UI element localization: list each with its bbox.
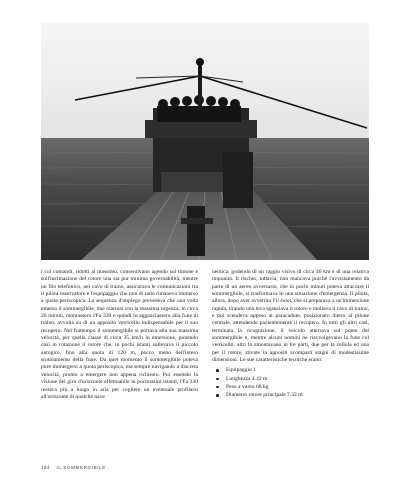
page-number: 184 bbox=[41, 465, 50, 471]
body-paragraph-left: i cui comandi, ridotti al massimo, consentivano agendo sul timone e sull'inclinazione del rotore una sia pur minima governabilità, mentre un filo telefonico, nel cavo di traino, assicurava le comunicazioni tra il pilota osservatore e l'equipaggio che non di rado rimaneva immerso a quota periscopica. La sequenza d'impiego prevedeva che una volta emerso il sommergibile, due marinai con la massima urgenza, in circa 20 minuti, montassero l'Fa 330 e quindi lo agganciassero alla fune di traino, avvolta su di un apposito verricello indispensabile per il suo recupero. Nel frattempo il sommergibile si portava alla sua massima velocità, per quella classe di circa 35 km/h in emersione, ponendo così in rotazione il rotore che, in pochi istanti sollevava il piccolo autogiro, fino alla quota di 120 m, pocco meno dell'intero srotolamento della fune. Da quel momento il sommergibile poteva pure immergersi a quota periscopica, ma sempre navigando a discreta velocità, pronto a emergere non appena richiesto. Pur essendo la visione del giro d'orizzonte effettuabile in pochissimi istanti, l'Fa 330 restava più a lungo in aria per cogliere un eventuale profilarsi all'orizzonte di qualche nave bbox=[41, 269, 198, 400]
spec-item: Equipaggio 1 bbox=[212, 366, 369, 374]
spec-item: Diametro rotore principale 7.32 m bbox=[212, 391, 369, 399]
page-footer bbox=[41, 464, 106, 472]
section-label: IL SOMMERGIBILE bbox=[56, 465, 106, 470]
text-column-right bbox=[212, 269, 369, 399]
text-column-left bbox=[41, 269, 198, 401]
article-body bbox=[41, 269, 369, 459]
submarine-photo bbox=[41, 22, 369, 260]
submarine-autogyro-image bbox=[41, 22, 369, 260]
spec-item: Lunghezza 4.42 m bbox=[212, 375, 369, 383]
spec-list bbox=[212, 366, 369, 399]
spec-item: Peso a vuoto 68 kg bbox=[212, 383, 369, 391]
body-paragraph-right: nemica, godendo di un raggio visivo di circa 46 km e di una relativa impunità. Il rischio, tuttavia, non mancava poiché l'avvistamento da parte di un aereo avversario, che in pochi minuti poteva attaccare il sommergibile, si trasformava in una situazione d'emergenza. Il pilota, allora, dopo aver avvertito l'U-boot, che si preparava a un'immersione rapida, tirando una leva sganciava il rotore e mollava il cavo di traino, e poi scendeva appeso al paracadute, posizionato dietro al pilone centrale, attendendo pazientemente il recupero. In tutti gli altri casi, terminata la ricognizione, il veicolo atterrava sul ponte del sommergibile e, mentre alcuni uomini ne riavvolgevano la fune col verricello, altri lo smontavano in tre parti, due per la cellula ed una per il rotore, stivate in appositi scompartí stagni di modestissime dimensioni. Le sue caratteristiche tecniche erano: bbox=[212, 269, 369, 364]
